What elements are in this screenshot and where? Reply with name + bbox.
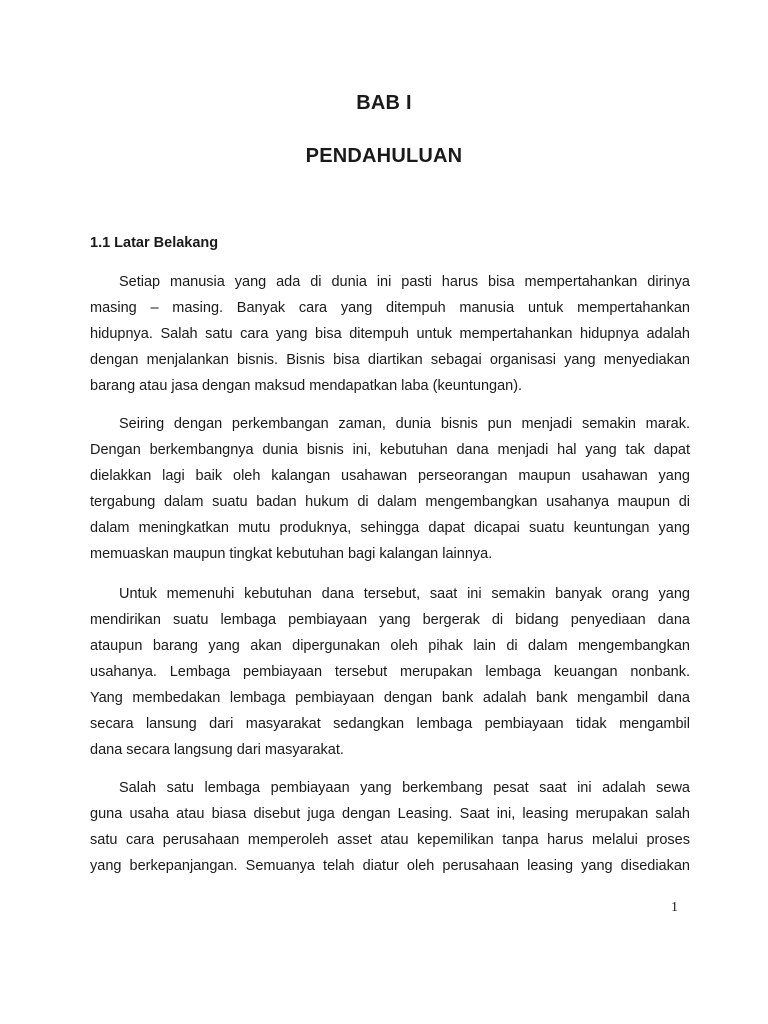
paragraph-2 [90, 411, 690, 567]
paragraph-line: usahanya. Lembaga pembiayaan tersebut merupakan lembaga keuangan nonbank. [90, 664, 690, 680]
paragraph-line: Dengan berkembangnya dunia bisnis ini, kebutuhan dana menjadi hal yang tak dapat [90, 442, 690, 458]
paragraph-line: Setiap manusia yang ada di dunia ini pasti harus bisa mempertahankan dirinya [119, 274, 690, 290]
paragraph-line: dana secara langsung dari masyarakat. [90, 742, 344, 758]
paragraph-line: tergabung dalam suatu badan hukum di dalam mengembangkan usahanya maupun di [90, 494, 690, 510]
paragraph-line: secara lansung dari masyarakat sedangkan lembaga pembiayaan tidak mengambil [90, 716, 690, 732]
paragraph-line: memuaskan maupun tingkat kebutuhan bagi kalangan lainnya. [90, 546, 493, 562]
paragraph-line: Yang membedakan lembaga pembiayaan dengan bank adalah bank mengambil dana [90, 690, 690, 706]
paragraph-line: dielakkan lagi baik oleh kalangan usahawan perseorangan maupun usahawan yang [90, 468, 690, 484]
paragraph-3 [90, 581, 690, 763]
paragraph-line: satu cara perusahaan memperoleh asset atau kepemilikan tanpa harus melalui proses [90, 832, 690, 848]
paragraph-line: mendirikan suatu lembaga pembiayaan yang bergerak di bidang penyediaan dana [90, 612, 690, 628]
paragraph-line: Untuk memenuhi kebutuhan dana tersebut, saat ini semakin banyak orang yang [119, 586, 690, 602]
paragraph-line: hidupnya. Salah satu cara yang bisa ditempuh untuk mempertahankan hidupnya adalah [90, 326, 690, 342]
paragraph-line: dalam meningkatkan mutu produknya, sehingga dapat dicapai suatu keuntungan yang [90, 520, 690, 536]
paragraph-line: barang atau jasa dengan maksud mendapatkan laba (keuntungan). [90, 378, 523, 394]
paragraph-line: Salah satu lembaga pembiayaan yang berkembang pesat saat ini adalah sewa [119, 780, 690, 796]
chapter-number: BAB I [356, 92, 412, 114]
paragraph-4 [90, 775, 690, 879]
paragraph-line: guna usaha atau biasa disebut juga dengan Leasing. Saat ini, leasing merupakan salah [90, 806, 690, 822]
chapter-title: PENDAHULUAN [305, 145, 463, 167]
paragraph-line: dengan menjalankan bisnis. Bisnis bisa diartikan sebagai organisasi yang menyediakan [90, 352, 690, 368]
paragraph-line: ataupun barang yang akan dipergunakan oleh pihak lain di dalam mengembangkan [90, 638, 690, 654]
page-number: 1 [671, 900, 678, 915]
paragraph-line: masing – masing. Banyak cara yang ditempuh manusia untuk mempertahankan [90, 300, 690, 316]
paragraph-line: yang berkepanjangan. Semuanya telah diatur oleh perusahaan leasing yang disediakan [90, 858, 690, 874]
paragraph-line: Seiring dengan perkembangan zaman, dunia bisnis pun menjadi semakin marak. [119, 416, 690, 432]
section-heading: 1.1 Latar Belakang [90, 235, 219, 251]
paragraph-1 [90, 269, 690, 399]
